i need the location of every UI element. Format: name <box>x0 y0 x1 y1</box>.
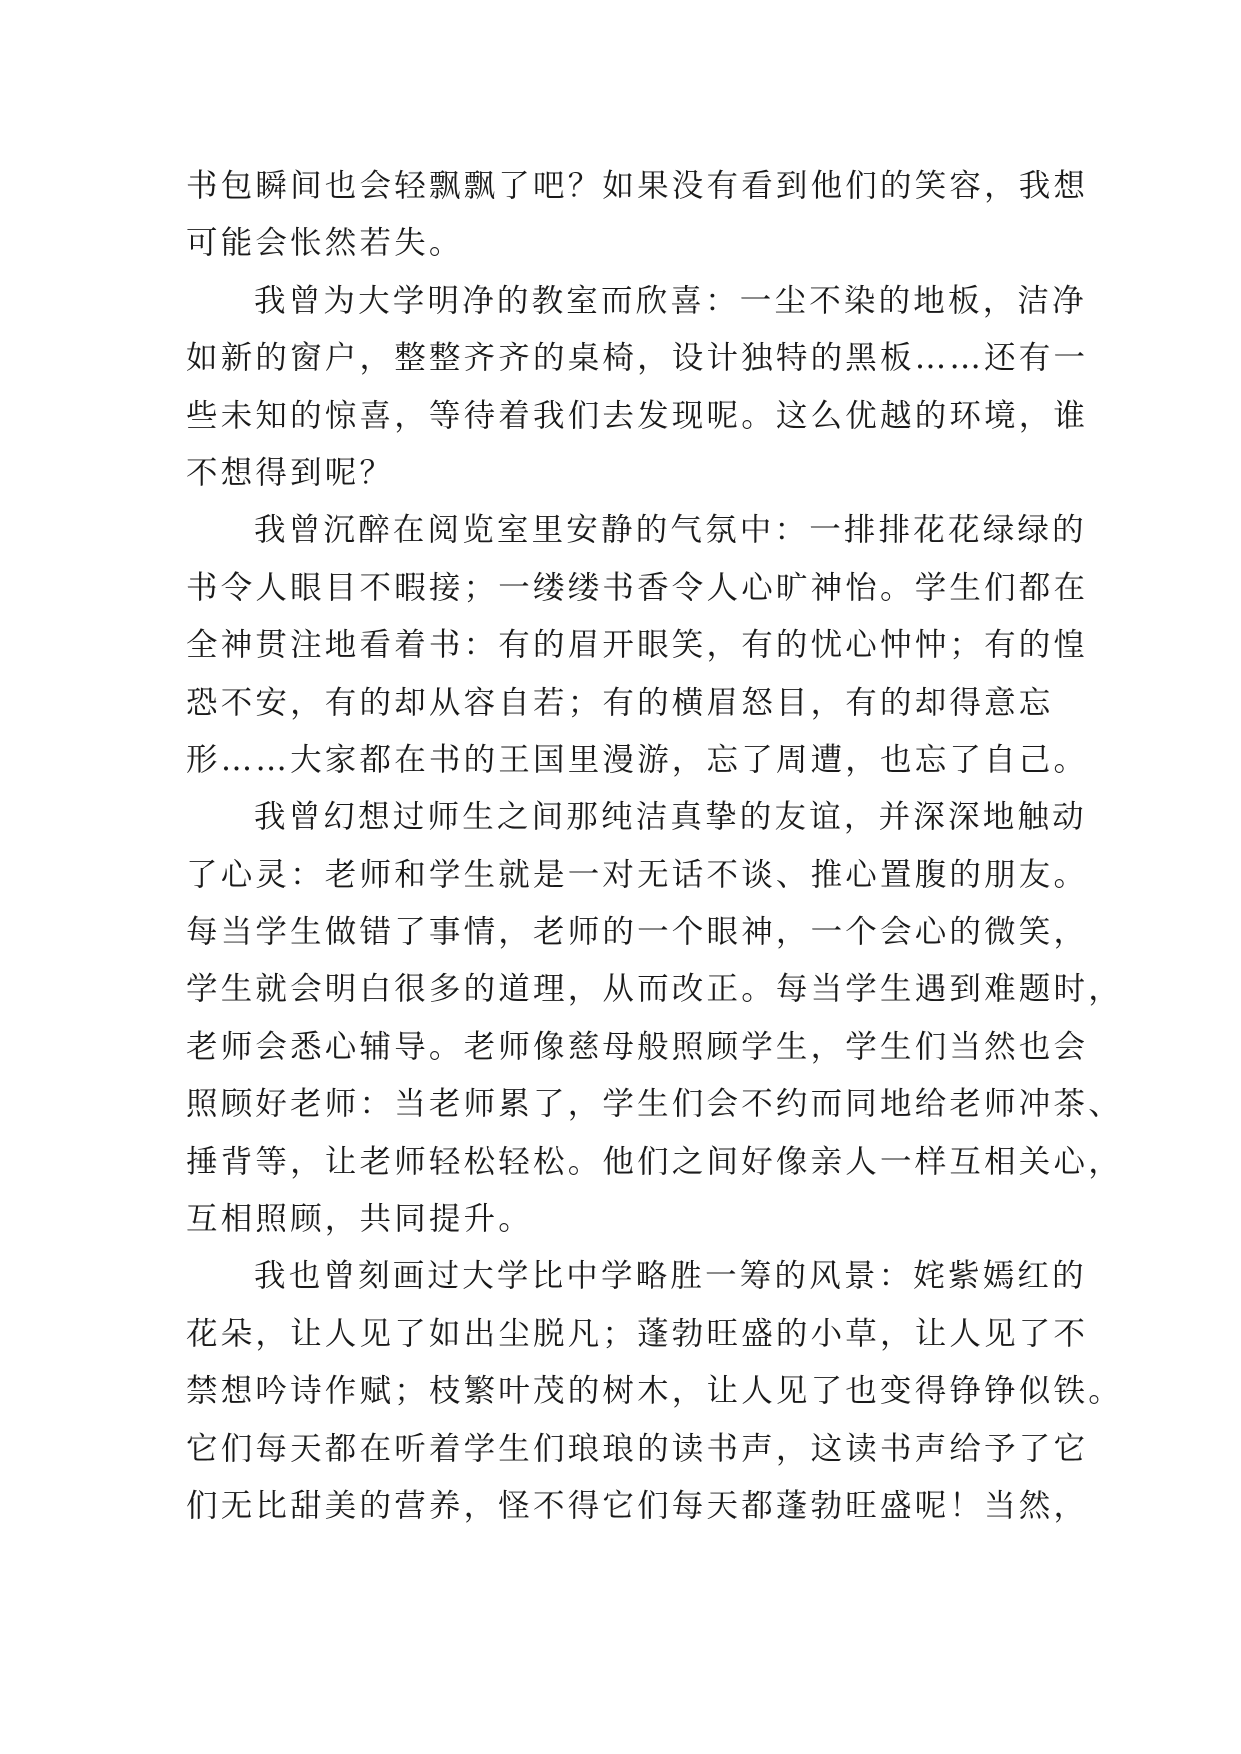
text-line: 禁想吟诗作赋；枝繁叶茂的树木，让人见了也变得铮铮似铁。 <box>186 1373 1123 1410</box>
text-line: 形……大家都在书的王国里漫游，忘了周遭，也忘了自己。 <box>186 741 1089 778</box>
text-line: 书包瞬间也会轻飘飘了吧？如果没有看到他们的笑容，我想 <box>186 168 1089 204</box>
text-line: 书令人眼目不暇接；一缕缕书香令人心旷神怡。学生们都在 <box>186 569 1089 606</box>
text-line: 老师会悉心辅导。老师像慈母般照顾学生，学生们当然也会 <box>186 1028 1089 1065</box>
text-line: 它们每天都在听着学生们琅琅的读书声，这读书声给予了它 <box>186 1430 1089 1467</box>
paragraph-start-line: 我曾沉醉在阅览室里安静的气氛中：一排排花花绿绿的 <box>254 512 1087 549</box>
text-line: 花朵，让人见了如出尘脱凡；蓬勃旺盛的小草，让人见了不 <box>186 1315 1089 1352</box>
text-line: 照顾好老师：当老师累了，学生们会不约而同地给老师冲茶、 <box>186 1086 1123 1123</box>
text-line: 互相照顾，共同提升。 <box>186 1201 534 1238</box>
text-line: 每当学生做错了事情，老师的一个眼神，一个会心的微笑， <box>186 914 1089 951</box>
text-line: 不想得到呢？ <box>186 454 395 491</box>
text-line: 学生就会明白很多的道理，从而改正。每当学生遇到难题时， <box>186 971 1123 1008</box>
paragraph-start-line: 我也曾刻画过大学比中学略胜一筹的风景：姹紫嫣红的 <box>254 1258 1087 1295</box>
text-line: 了心灵：老师和学生就是一对无话不谈、推心置腹的朋友。 <box>186 856 1089 893</box>
paragraph-start-line: 我曾为大学明净的教室而欣喜：一尘不染的地板，洁净 <box>254 282 1087 319</box>
body-text <box>186 158 1123 1535</box>
text-line: 些未知的惊喜，等待着我们去发现呢。这么优越的环境，谁 <box>186 397 1089 434</box>
text-line: 恐不安，有的却从容自若；有的横眉怒目，有的却得意忘 <box>186 684 1054 721</box>
text-line: 如新的窗户，整整齐齐的桌椅，设计独特的黑板……还有一 <box>186 340 1089 377</box>
text-line: 们无比甜美的营养，怪不得它们每天都蓬勃旺盛呢！当然， <box>186 1487 1089 1524</box>
paragraph-start-line: 我曾幻想过师生之间那纯洁真挚的友谊，并深深地触动 <box>254 799 1087 836</box>
text-line: 全神贯注地看着书：有的眉开眼笑，有的忧心忡忡；有的惶 <box>186 627 1089 664</box>
text-line: 捶背等，让老师轻松轻松。他们之间好像亲人一样互相关心， <box>186 1143 1123 1180</box>
text-line: 可能会怅然若失。 <box>186 225 464 262</box>
